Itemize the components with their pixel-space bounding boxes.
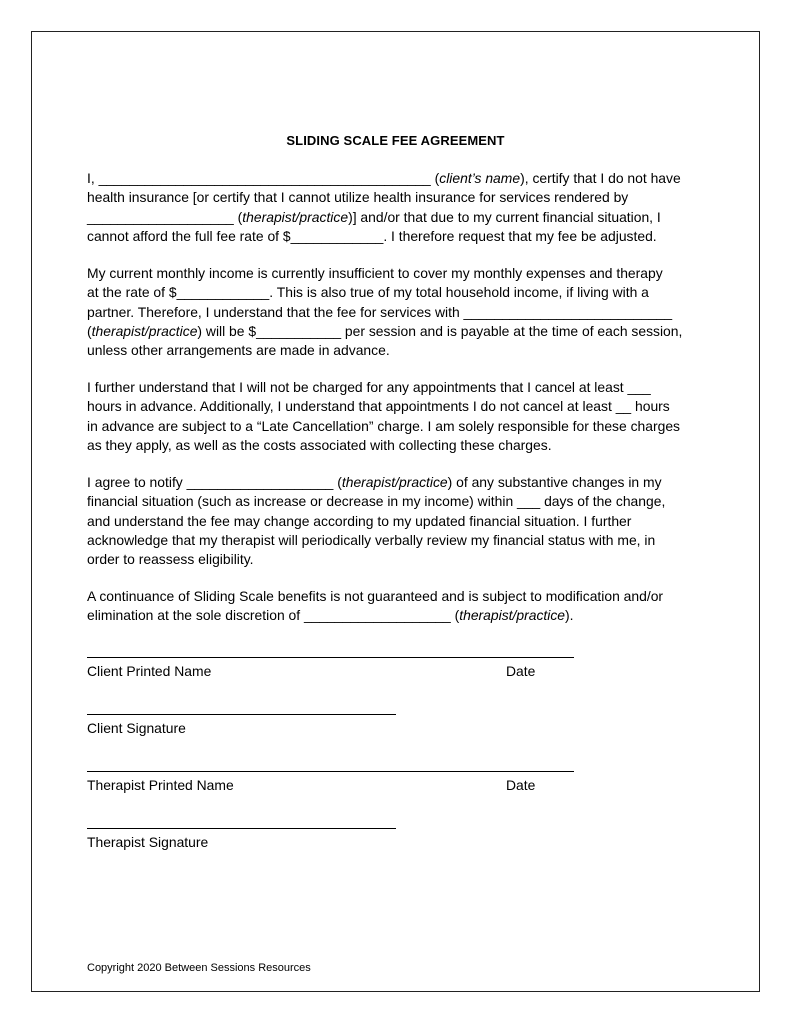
text-line: A continuance of Sliding Scale benefits is not guaranteed and is subject to modification and/or [87, 588, 664, 604]
therapist-date-label: Date [506, 777, 536, 793]
text-line: My current monthly income is currently insufficient to cover my monthly expenses and therapy [87, 265, 663, 281]
therapist-printed-name-label: Therapist Printed Name [87, 777, 234, 793]
text-line: I agree to notify ___________________ (therapist/practice) of any substantive changes in my [87, 474, 662, 490]
text-line: cannot afford the full fee rate of $____________. I therefore request that my fee be adjusted. [87, 227, 657, 244]
document-title: SLIDING SCALE FEE AGREEMENT [286, 133, 505, 148]
text-line: health insurance [or certify that I cannot utilize health insurance for services rendered by [87, 189, 629, 206]
text-line: in advance are subject to a “Late Cancellation” charge. I am solely responsible for these charges [87, 417, 680, 434]
text-line: hours in advance. Additionally, I understand that appointments I do not cancel at least __ hours [87, 398, 670, 415]
therapist-signature-label: Therapist Signature [87, 834, 209, 850]
client-printed-name-label: Client Printed Name [87, 663, 212, 679]
text-line: ___________________ (therapist/practice)] and/or that due to my current financial situation, I [87, 208, 661, 225]
copyright-footer: Copyright 2020 Between Sessions Resources [87, 962, 311, 974]
text-line: acknowledge that my therapist will periodically verbally review my financial status with me, in [87, 531, 656, 548]
text-line: as they apply, as well as the costs associated with collecting these charges. [87, 436, 552, 453]
text-line: elimination at the sole discretion of ___________________ (therapist/practice). [87, 607, 574, 624]
therapist-signature-line[interactable] [87, 828, 396, 829]
paragraph-notification-agreement [87, 473, 707, 569]
paragraph-income-statement [87, 264, 707, 360]
text-line: at the rate of $____________. This is also true of my total household income, if living with a [87, 284, 649, 301]
client-printed-name-line[interactable] [87, 657, 574, 658]
text-line: unless other arrangements are made in advance. [87, 342, 390, 359]
text-line: financial situation (such as increase or decrease in my income) within ___ days of the change, [87, 493, 666, 510]
client-signature-label: Client Signature [87, 720, 186, 736]
therapist-printed-name-line[interactable] [87, 771, 574, 772]
client-signature-line[interactable] [87, 714, 396, 715]
text-line: order to reassess eligibility. [87, 551, 254, 568]
paragraph-continuance-disclaimer [87, 587, 707, 626]
text-line: I further understand that I will not be charged for any appointments that I cancel at least ___ [87, 379, 651, 395]
client-date-label: Date [506, 663, 536, 679]
paragraph-client-certification [87, 169, 707, 246]
text-line: partner. Therefore, I understand that the fee for services with ___________________________ [87, 303, 673, 320]
text-line: (therapist/practice) will be $___________ per session and is payable at the time of each session, [87, 322, 683, 339]
text-line: and understand the fee may change according to my updated financial situation. I further [87, 512, 632, 529]
paragraph-cancellation-policy [87, 378, 707, 455]
text-line: I, ___________________________________________ (client’s name), certify that I do not have [87, 170, 681, 186]
